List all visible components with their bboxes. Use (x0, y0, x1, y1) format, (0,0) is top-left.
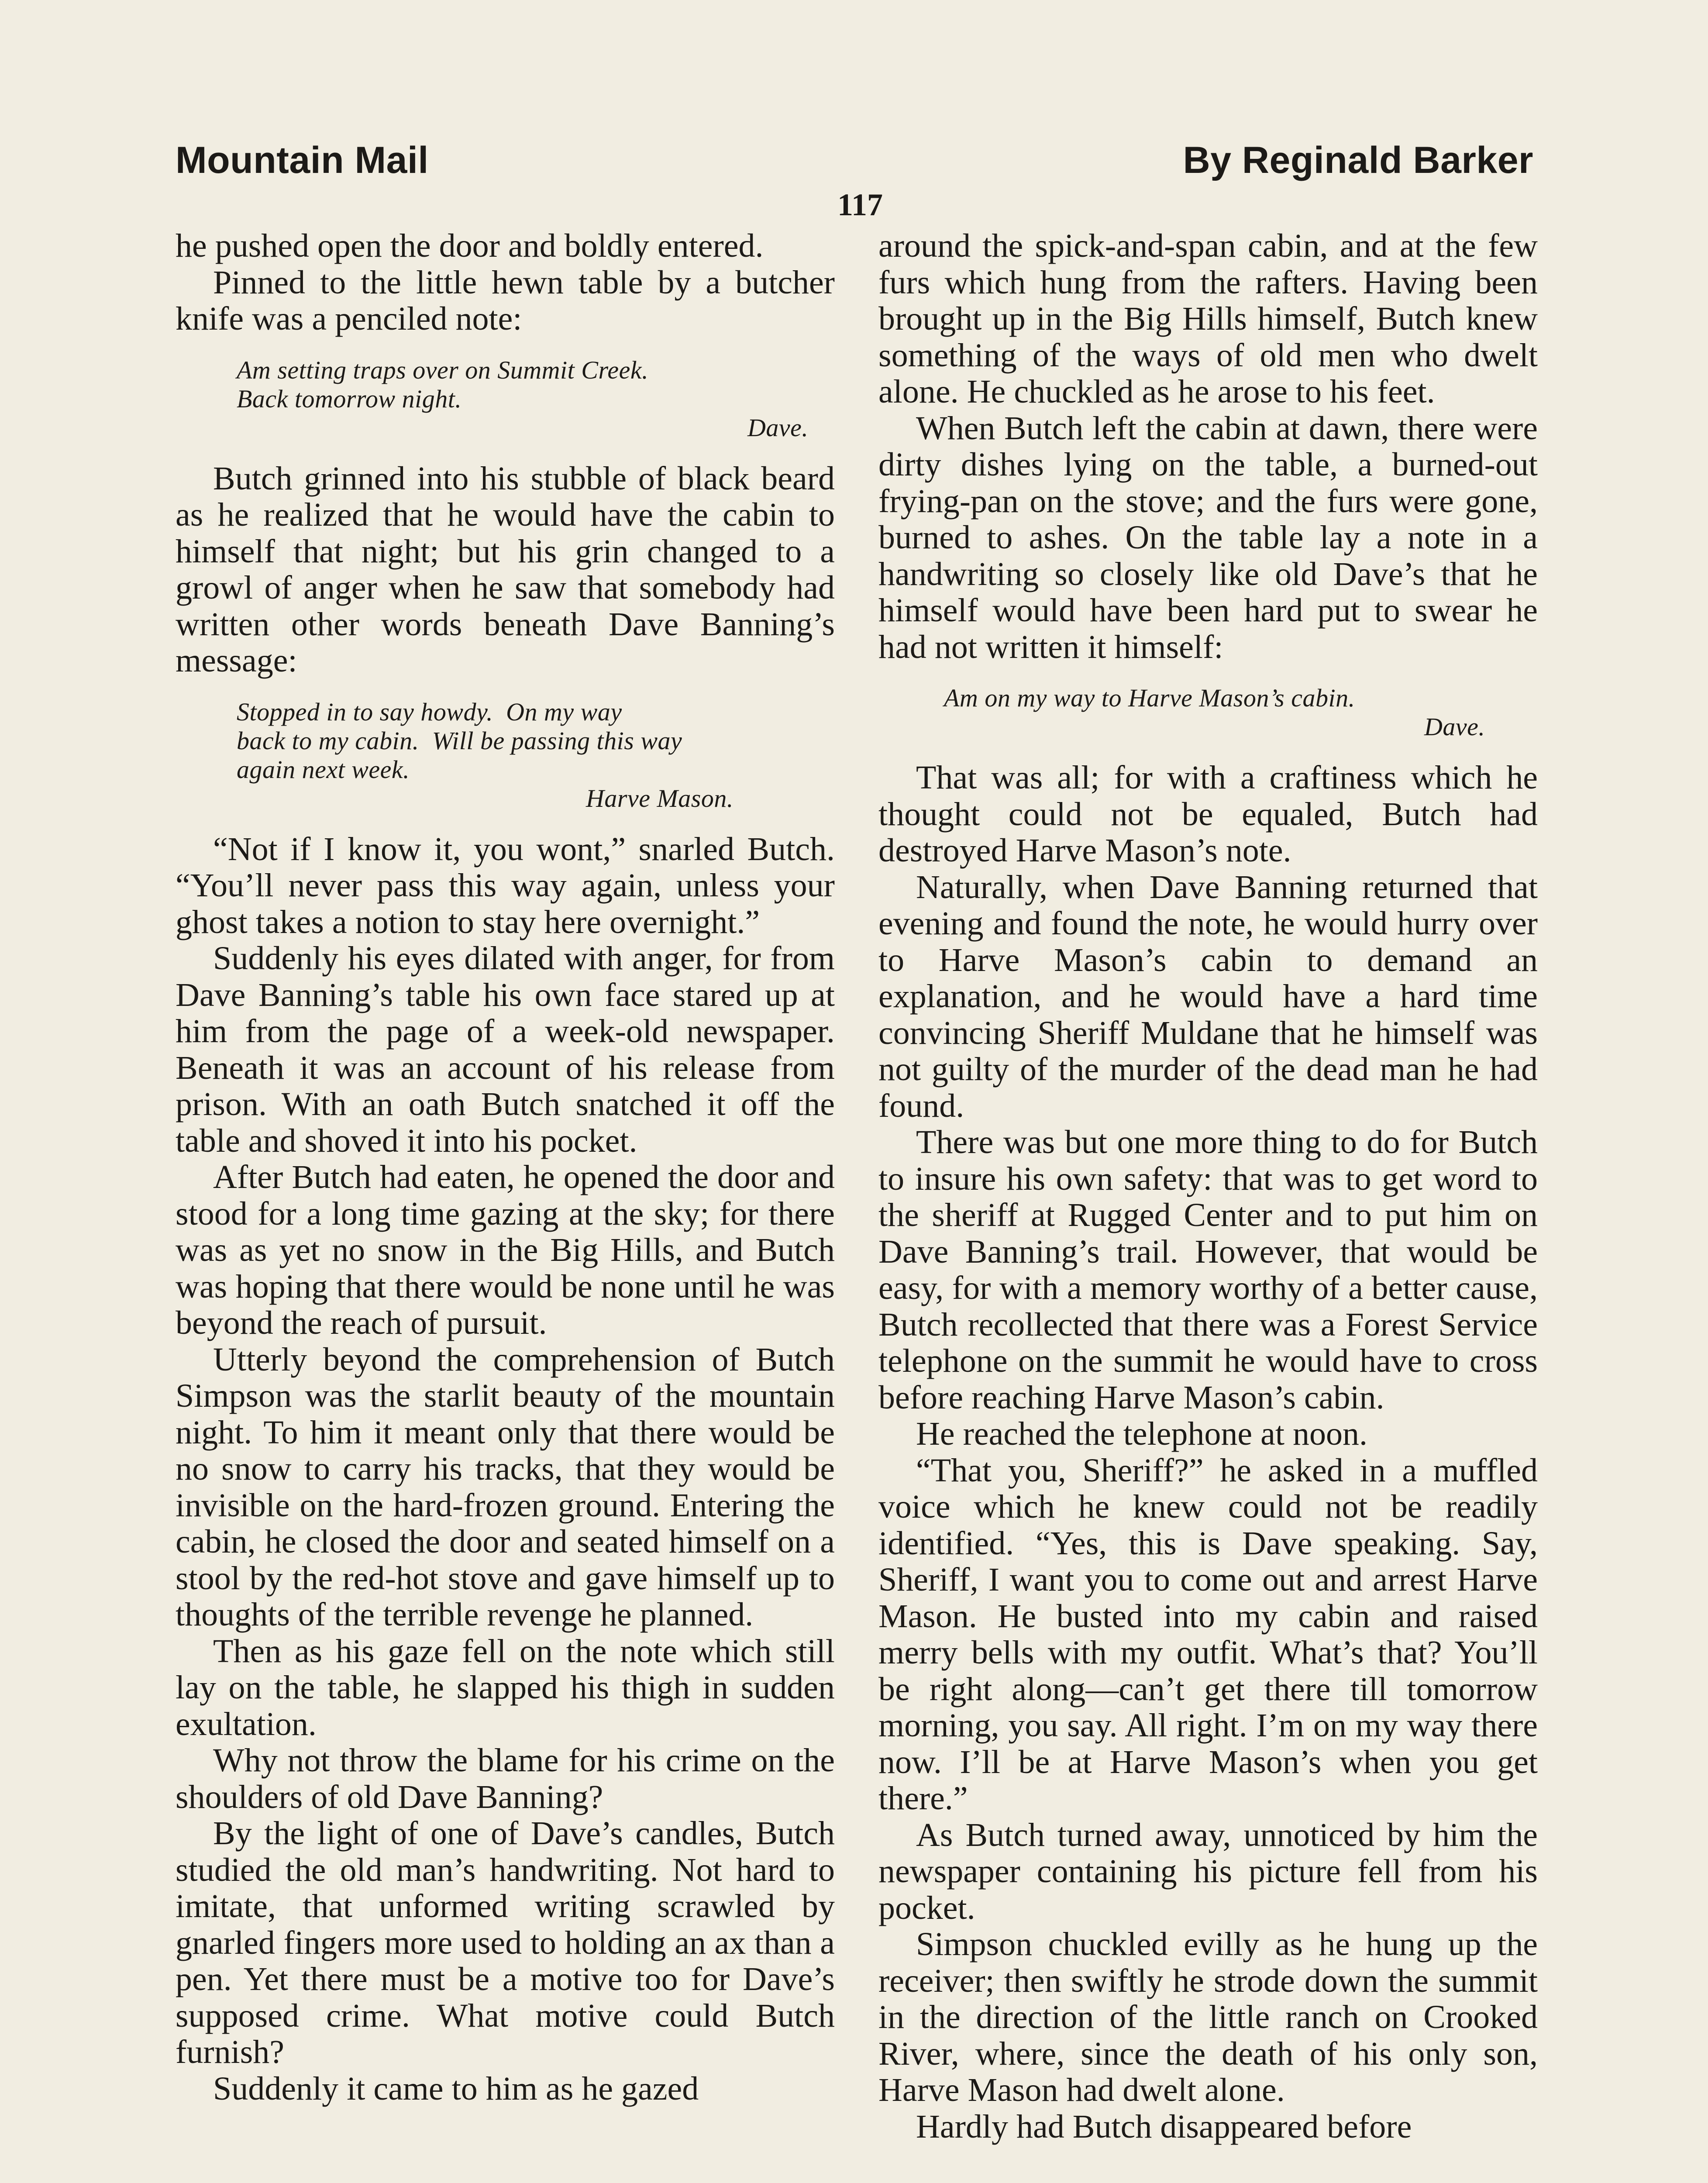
paragraph: That was all; for with a craftiness which he thought could not be equaled, Butch had destroyed Harve Mason’s note. (878, 759, 1538, 869)
penciled-note-harve (237, 698, 835, 813)
paragraph: around the spick-and-span cabin, and at the few furs which hung from the rafters. Having been brought up in the Big Hills himself, Butch knew something of the ways of old men who dwelt alone. He chuckled as he arose to his feet. (878, 227, 1538, 410)
paragraph: Suddenly his eyes dilated with anger, for from Dave Banning’s table his own face stared up at him from the page of a week-old newspaper. Beneath it was an account of his release from prison. With an oath Butch snatched it off the table and shoved it into his pocket. (176, 940, 835, 1159)
note-line: back to my cabin. Will be passing this way (237, 726, 682, 755)
paragraph: “That you, Sheriff?” he asked in a muffled voice which he knew could not be readily identified. “Yes, this is Dave speaking. Say, Sheriff, I want you to come out and arrest Harve Mason. He busted into my cabin and raised merry bells with my outfit. What’s that? You’ll be right along—can’t get there till tomorrow morning, you say. All right. I’m on my way there now. I’ll be at Harve Mason’s when you get there.” (878, 1452, 1538, 1817)
paragraph: When Butch left the cabin at dawn, there were dirty dishes lying on the table, a burned-out frying-pan on the stove; and the furs were gone, burned to ashes. On the table lay a note in a handwriting so closely like old Dave’s that he himself would have been hard put to swear he had not written it himself: (878, 410, 1538, 665)
story-title: Mountain Mail (176, 139, 429, 181)
paragraph: “Not if I know it, you wont,” snarled Butch. “You’ll never pass this way again, unless your ghost takes a notion to stay here overnight.” (176, 830, 835, 940)
paragraph: Butch grinned into his stubble of black beard as he realized that he would have the cabin to himself that night; but his grin changed to a growl of anger when he saw that somebody had written other words beneath Dave Banning’s message: (176, 460, 835, 679)
paragraph: he pushed open the door and boldly entered. (176, 227, 764, 264)
right-column (878, 228, 1538, 2145)
note-line: Am on my way to Harve Mason’s cabin. (944, 684, 1355, 712)
paragraph: Utterly beyond the comprehension of Butch Simpson was the starlit beauty of the mountain night. To him it meant only that there would be no snow to carry his tracks, that they would be invisible on the hard-frozen ground. Entering the cabin, he closed the door and seated himself on a stool by the red-hot stove and gave himself up to thoughts of the terrible revenge he planned. (176, 1341, 835, 1633)
note-signature: Dave. (1424, 713, 1485, 741)
paragraph: As Butch turned away, unnoticed by him the newspaper containing his picture fell from his pocket. (878, 1816, 1538, 1926)
paragraph: Pinned to the little hewn table by a butcher knife was a penciled note: (176, 264, 835, 337)
note-signature: Harve Mason. (586, 784, 733, 813)
note-line: Back tomorrow night. (237, 384, 462, 413)
left-column (176, 228, 835, 2107)
paragraph: Naturally, when Dave Banning returned that evening and found the note, he would hurry over to Harve Mason’s cabin to demand an explanation, and he would have a hard time convincing Sheriff Muldane that he himself was not guilty of the murder of the dead man he had found. (878, 868, 1538, 1124)
paragraph: By the light of one of Dave’s candles, Butch studied the old man’s handwriting. Not hard to imitate, that unformed writing scrawled by gnarled fingers more used to holding an ax than a pen. Yet there must be a motive too for Dave’s supposed crime. What motive could Butch furnish? (176, 1815, 835, 2070)
paragraph: Suddenly it came to him as he gazed (213, 2070, 699, 2107)
paragraph: There was but one more thing to do for Butch to insure his own safety: that was to get word to the sheriff at Rugged Center and to put him on Dave Banning’s trail. However, that would be easy, for with a memory worthy of a better cause, Butch recollected that there was a Forest Service telephone on the summit he would have to cross before reaching Harve Mason’s cabin. (878, 1124, 1538, 1416)
paragraph: He reached the telephone at noon. (916, 1415, 1367, 1452)
forged-note (944, 684, 1538, 741)
paragraph: Why not throw the blame for his crime on the shoulders of old Dave Banning? (176, 1742, 835, 1815)
note-line: again next week. (237, 755, 410, 784)
paragraph: Hardly had Butch disappeared before (916, 2108, 1412, 2145)
paragraph: Simpson chuckled evilly as he hung up the receiver; then swiftly he strode down the summit in the direction of the little ranch on Crooked River, where, since the death of his only son, Harve Mason had dwelt alone. (878, 1926, 1538, 2108)
paragraph: Then as his gaze fell on the note which still lay on the table, he slapped his thigh in sudden exultation. (176, 1632, 835, 1742)
note-signature: Dave. (747, 413, 809, 442)
note-line: Stopped in to say howdy. On my way (237, 697, 622, 726)
page-number: 117 (837, 187, 883, 222)
note-line: Am setting traps over on Summit Creek. (237, 355, 649, 384)
penciled-note-dave (237, 356, 835, 442)
author-byline: By Reginald Barker (1183, 139, 1533, 181)
paragraph: After Butch had eaten, he opened the door and stood for a long time gazing at the sky; for there was as yet no snow in the Big Hills, and Butch was hoping that there would be none until he was beyond the reach of pursuit. (176, 1159, 835, 1341)
